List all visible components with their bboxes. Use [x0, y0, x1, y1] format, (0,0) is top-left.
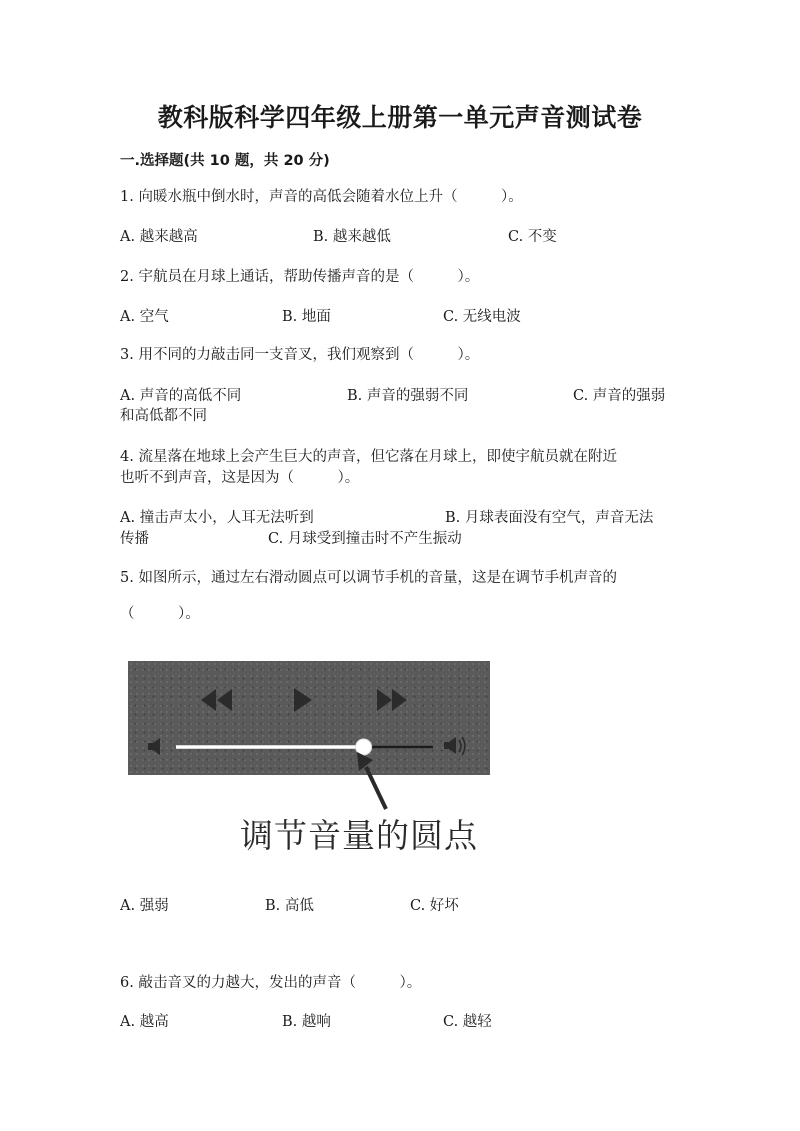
question-1-option-b[interactable]: B. 越来越低	[313, 229, 391, 245]
question-4-option-c[interactable]: C. 月球受到撞击时不产生振动	[268, 531, 462, 547]
question-4-stem-line-1: 4. 流星落在地球上会产生巨大的声音，但它落在月球上，即使宇航员就在附近	[120, 449, 617, 465]
phone-volume-control-figure	[128, 661, 490, 775]
question-4-option-b[interactable]: B. 月球表面没有空气，声音无法	[445, 510, 654, 526]
question-1-stem: 1. 向暖水瓶中倒水时，声音的高低会随着水位上升（ ）。	[120, 189, 523, 205]
question-2-option-b[interactable]: B. 地面	[282, 309, 331, 325]
question-5-option-c[interactable]: C. 好坏	[410, 898, 459, 914]
question-6-option-b[interactable]: B. 越响	[282, 1014, 331, 1030]
question-3-option-c-continued: 和高低都不同	[120, 408, 207, 424]
question-5-option-a[interactable]: A. 强弱	[120, 898, 169, 914]
question-5-stem-line-2: （ ）。	[120, 606, 200, 622]
question-6-option-c[interactable]: C. 越轻	[443, 1014, 492, 1030]
volume-slider-knob[interactable]	[356, 739, 372, 755]
question-2-stem: 2. 宇航员在月球上通话，帮助传播声音的是（ ）。	[120, 269, 480, 285]
question-5-option-b[interactable]: B. 高低	[265, 898, 314, 914]
question-1-option-a[interactable]: A. 越来越高	[120, 229, 198, 245]
section-heading: 一.选择题(共 10 题，共 20 分)	[120, 153, 330, 169]
rewind-icon	[201, 689, 232, 711]
question-3-stem: 3. 用不同的力敲击同一支音叉，我们观察到（ ）。	[120, 347, 480, 363]
question-5-stem-line-1: 5. 如图所示，通过左右滑动圆点可以调节手机的音量，这是在调节手机声音的	[120, 570, 617, 586]
fast-forward-icon	[377, 689, 407, 711]
question-2-option-c[interactable]: C. 无线电波	[443, 309, 521, 325]
question-2-option-a[interactable]: A. 空气	[120, 309, 169, 325]
play-icon	[294, 688, 312, 712]
question-4-option-b-continued: 传播	[120, 531, 149, 547]
speaker-high-icon	[444, 737, 465, 755]
question-6-option-a[interactable]: A. 越高	[120, 1014, 169, 1030]
speaker-low-icon	[148, 738, 160, 755]
question-3-option-c[interactable]: C. 声音的强弱	[573, 388, 666, 404]
question-4-option-a[interactable]: A. 撞击声太小，人耳无法听到	[120, 510, 314, 526]
page-title: 教科版科学四年级上册第一单元声音测试卷	[157, 103, 643, 132]
question-1-option-c[interactable]: C. 不变	[508, 229, 557, 245]
figure-caption: 调节音量的圆点	[240, 816, 478, 855]
question-4-stem-line-2: 也听不到声音，这是因为（ ）。	[120, 470, 360, 486]
question-3-option-a[interactable]: A. 声音的高低不同	[120, 388, 242, 404]
question-6-stem: 6. 敲击音叉的力越大，发出的声音（ ）。	[120, 975, 422, 991]
question-3-option-b[interactable]: B. 声音的强弱不同	[347, 388, 469, 404]
